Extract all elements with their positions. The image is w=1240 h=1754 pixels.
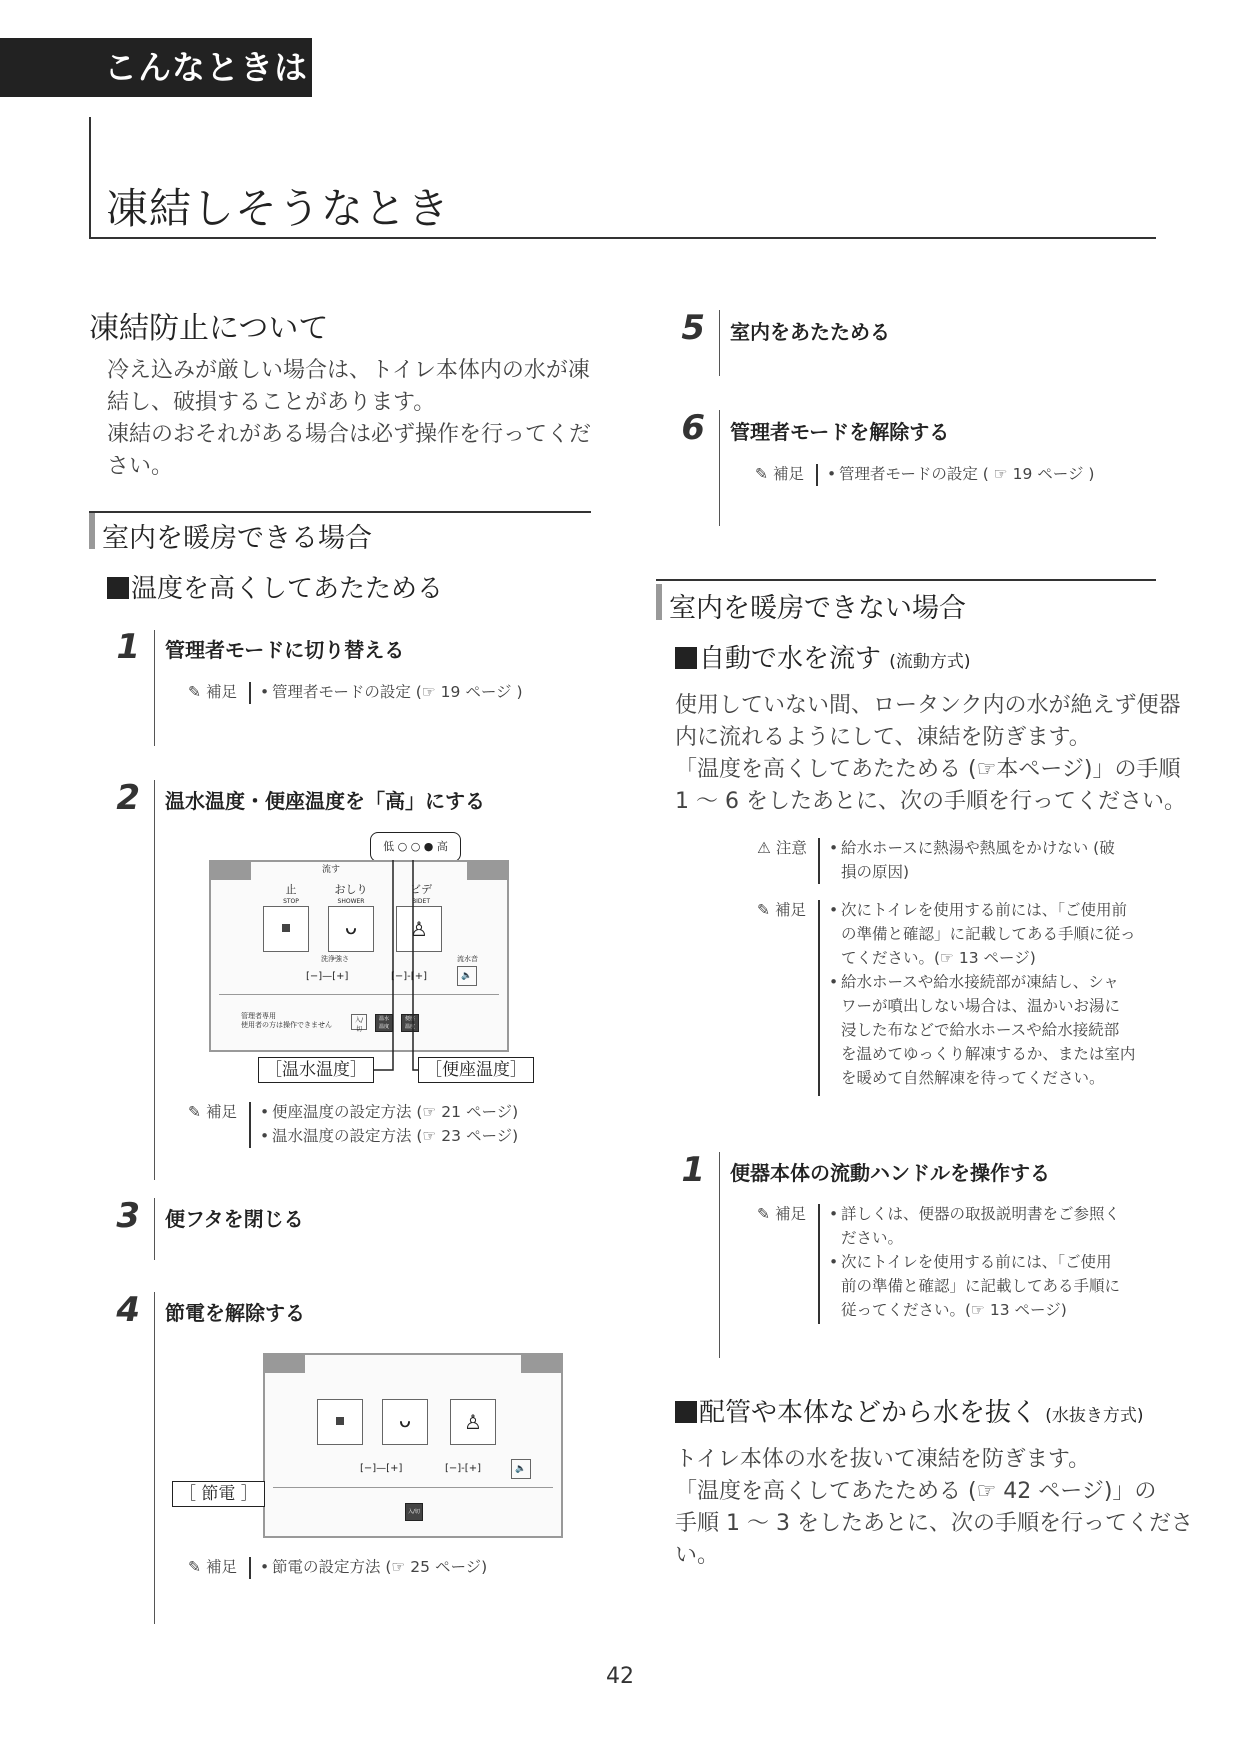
step-title: 便フタを閉じる [165, 1207, 304, 1231]
subsection-marker [656, 584, 662, 620]
step-number: 6 [681, 408, 705, 448]
step-number: 5 [681, 308, 705, 348]
intro-text: 冷え込みが厳しい場合は、トイレ本体内の水が凍 結し、破損することがあります。 凍結のおそれがある場合は必ず操作を行ってくだ さい。 [107, 358, 592, 479]
page-number: 42 [606, 1664, 634, 1689]
step-number: 1 [681, 1150, 705, 1190]
setsuden-button-illus: 入/切 [405, 1503, 423, 1521]
step-number: 4 [116, 1290, 140, 1330]
note-caution: ⚠ 注意 • 給水ホースに熱湯や熱風をかけない (破損の原因) [757, 836, 1137, 886]
callout-seat-temp: ［便座温度］ [418, 1057, 534, 1083]
control-panel-illustration-2: ᴗ ♙ [−]—[+] [−]-[+] 🔈 入/切 [263, 1353, 563, 1538]
note-supplement: ✎ 補足 • 詳しくは、便器の取扱説明書をご参照く ださい。 • 次にトイレを使用する前には、「ご使用 前の準備と確認」に記載してある手順に 従ってください。(☞ 13 ページ) [757, 1202, 1147, 1326]
step-title: 節電を解除する [165, 1301, 305, 1325]
body-auto-flow: 使用していない間、ロータンク内の水が絶えず便器 内に流れるようにして、凍結を防ぎます。 「温度を高くしてあたためる (☞本ページ)」の手順 1 ～ 6 をしたあとに、次の手順を行ってください。 [675, 693, 1186, 814]
level-indicator-callout: 低 ○ ○ ● 高 [370, 832, 461, 862]
step-rule [719, 410, 720, 526]
step-title: 管理者モードに切り替える [165, 638, 405, 662]
step-rule [154, 1198, 155, 1260]
control-panel-illustration: 流す 止 STOP おしり SHOWER ビデ BIDET ᴗ ♙ 洗浄強さ [−]—[+] [−]-[+] 流水音 🔈 管理者専用 使用者の方は操作できません 入/切 温水 温度 便座 温度 [209, 860, 509, 1052]
pencil-icon: ✎ [757, 1205, 770, 1223]
subsection-title-heatable: 室内を暖房できる場合 [102, 523, 372, 554]
step-title: 室内をあたためる [730, 320, 890, 344]
step-title: 温水温度・便座温度を「高」にする [165, 789, 485, 813]
subsection-title-not-heatable: 室内を暖房できない場合 [669, 593, 966, 624]
h4-raise-temperature: 温度を高くしてあたためる [107, 568, 443, 605]
step-number: 3 [116, 1196, 140, 1236]
step-rule [719, 310, 720, 376]
pencil-icon: ✎ [757, 901, 770, 919]
section-title: 凍結防止について [89, 311, 329, 346]
speaker-icon: 🔈 [457, 966, 477, 986]
pencil-icon: ✎ [188, 1558, 201, 1576]
callout-setsuden: ［ 節電 ］ [172, 1481, 265, 1507]
bidet-button-illus: ♙ [396, 906, 442, 952]
step-title: 管理者モードを解除する [730, 420, 950, 444]
body-drain: トイレ本体の水を抜いて凍結を防ぎます。 「温度を高くしてあたためる (☞ 42 ページ)」の 手順 1 ～ 3 をしたあとに、次の手順を行ってくださ い。 [675, 1447, 1193, 1568]
chapter-tab: こんなときは [0, 38, 312, 97]
seat-temp-button-illus: 便座 温度 [401, 1014, 419, 1032]
note-supplement: ✎ 補足 • 管理者モードの設定 ( ☞ 19 ページ ) [755, 462, 1135, 488]
h4-drain: 配管や本体などから水を抜く (水抜き方式) [675, 1392, 1144, 1429]
note-supplement: ✎ 補足 • 便座温度の設定方法 (☞ 21 ページ) • 温水温度の設定方法 (☞ 23 ページ) [188, 1100, 568, 1150]
warning-icon: ⚠ [757, 839, 771, 857]
callout-water-temp: ［温水温度］ [258, 1057, 374, 1083]
step-rule [154, 1292, 155, 1624]
pencil-icon: ✎ [188, 683, 201, 701]
h4-auto-flow: 自動で水を流す (流動方式) [675, 638, 971, 675]
note-supplement: ✎ 補足 • 次にトイレを使用する前には、「ご使用前 の準備と確認」に記載してある手順に従っ てください。(☞ 13 ページ) • 給水ホースや給水接続部が凍結し、シャ ワーが噴出しない場合は、温かいお湯に 浸した布などで給水ホースや給水接続部 を温めてゆっくり解凍するか、または室内 を暖めて自然解凍を待ってください。 [757, 898, 1147, 1098]
page-title: 凍結しそうなとき [106, 184, 451, 233]
step-number: 1 [116, 627, 140, 667]
speaker-icon: 🔈 [511, 1459, 531, 1479]
note-supplement: ✎ 補足 • 管理者モードの設定 (☞ 19 ページ ) [188, 680, 568, 706]
pencil-icon: ✎ [755, 465, 768, 483]
pencil-icon: ✎ [188, 1103, 201, 1121]
note-label: ✎ 補足 [188, 683, 237, 701]
step-number: 2 [116, 778, 140, 818]
note-supplement: ✎ 補足 • 節電の設定方法 (☞ 25 ページ) [188, 1555, 568, 1581]
water-temp-button-illus: 温水 温度 [375, 1014, 393, 1032]
step-title: 便器本体の流動ハンドルを操作する [730, 1161, 1050, 1185]
step-rule [719, 1152, 720, 1358]
subsection-rule [656, 579, 1156, 581]
shower-button-illus: ᴗ [328, 906, 374, 952]
